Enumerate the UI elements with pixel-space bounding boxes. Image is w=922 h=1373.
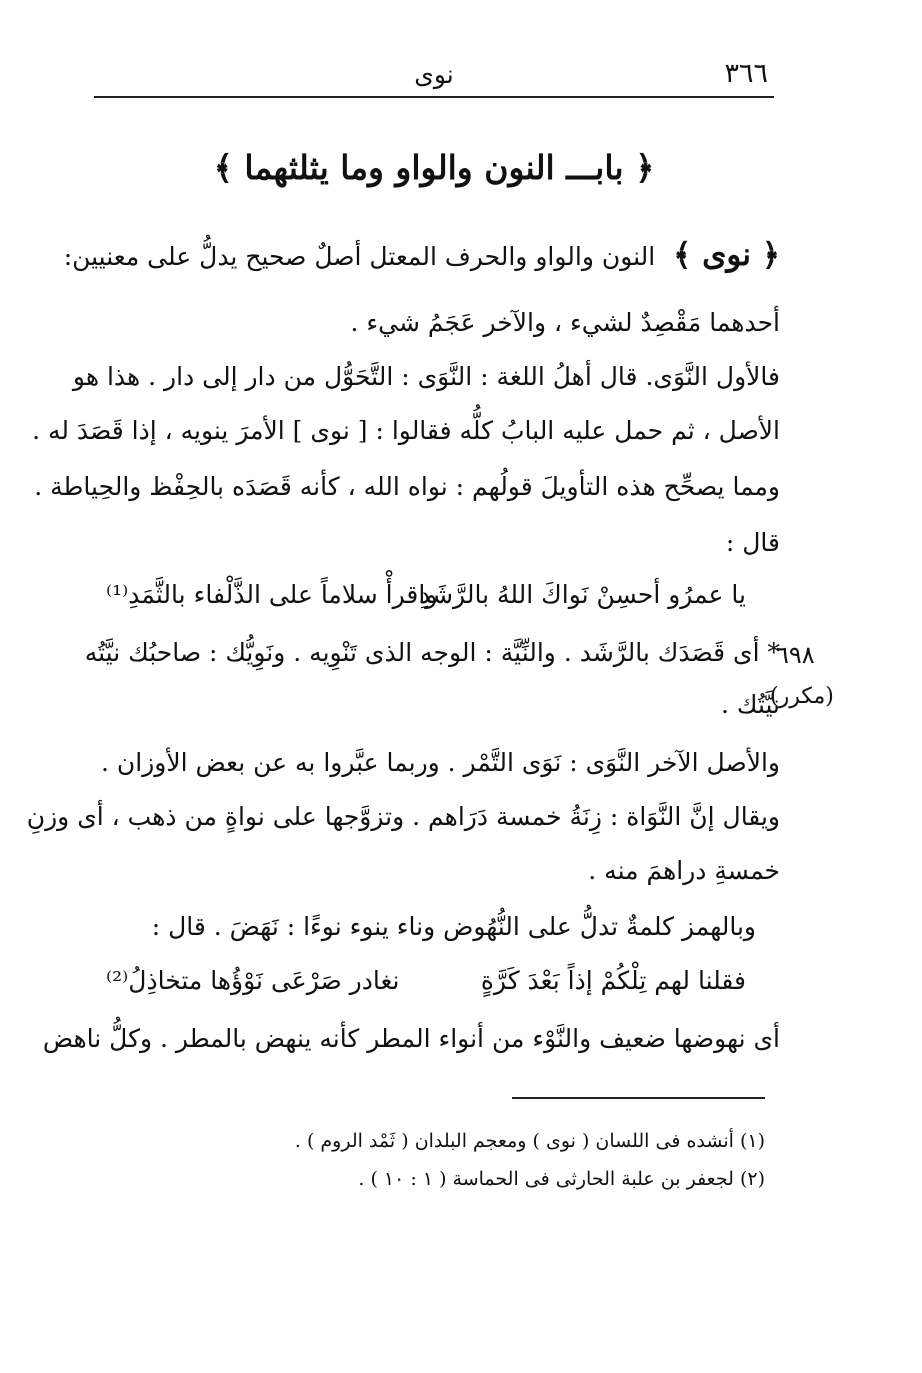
entry-headword: ﴿ نوى ﴾ [673, 237, 780, 273]
chapter-title: ﴿ بابـــ النون والواو وما يثلثهما ﴾ [213, 148, 655, 187]
text-line: نيَّتُك . [720, 690, 780, 719]
verse-1 [90, 575, 780, 615]
footnotes [294, 1122, 765, 1198]
entry-first-line [63, 235, 780, 275]
text-line: قال : [725, 528, 780, 557]
verse-1-second-hemistich: واقرأْ سلاماً على الذَّلْفاء بالثَّمَدِ⁽¹⁾ [106, 580, 438, 609]
verse-2 [90, 961, 780, 1001]
text-line: الأصل ، ثم حمل عليه البابُ كلُّه فقالوا : [ نوى ] الأمرَ ينويه ، إذا قَصَدَ له . [32, 416, 780, 445]
margin-page-number: ٦٩٨ [776, 641, 815, 669]
margin-note: (مكرر) [770, 684, 834, 709]
page-number: ٣٦٦ [724, 58, 768, 89]
text-line: والأصل الآخر النَّوَى : نَوَى التَّمْر . وربما عبَّروا به عن بعض الأوزان . [101, 748, 780, 777]
page-header [94, 52, 774, 92]
footnote: (٢) لجعفر بن علبة الحارثى فى الحماسة ( ١ : ١٠ ) . [358, 1168, 765, 1190]
entry-definition: النون والواو والحرف المعتل أصلٌ صحيح يدلُّ على معنيين: [63, 242, 656, 271]
text-line: أحدهما مَقْصِدٌ لشيء ، والآخر عَجَمُ شيء . [350, 308, 780, 337]
text-line: ومما يصحِّح هذه التأويلَ قولُهم : نواه الله ، كأنه قَصَدَه بالحِفْظ والحِياطة . [34, 472, 780, 501]
running-head: نوى [414, 60, 454, 89]
verse-1-first-hemistich: يا عمرُو أحسِنْ نَواكَ اللهُ بالرَّشَدِ [418, 580, 746, 609]
text-line: ويقال إنَّ النَّوَاة : زِنَةُ خمسة دَرَاهم . وتزوَّجها على نواةٍ من ذهب ، أى وزنِ [26, 802, 780, 831]
verse-2-second-hemistich: نغادر صَرْعَى نَوْؤُها متخاذِلُ⁽²⁾ [106, 966, 400, 995]
text-line: أى نهوضها ضعيف والنَّوْء من أنواء المطر كأنه ينهض بالمطر . وكلُّ ناهض [42, 1024, 780, 1053]
verse-2-first-hemistich: فقلنا لهم تِلْكُمْ إذاً بَعْدَ كَرَّةٍ [480, 966, 746, 995]
text-line: خمسةِ دراهمَ منه . [588, 856, 780, 885]
text-line: * أى قَصَدَك بالرَّشَد . والنِّيَّة : الوجه الذى تَنْوِيه . ونَوِيُّك : صاحبُك نيَّتُه [84, 638, 780, 667]
text-line: وبالهمز كلمةٌ تدلُّ على النُّهُوض وناء ينوء نوءًا : نَهَضَ . قال : [151, 912, 756, 941]
header-rule [94, 96, 774, 98]
footnote-rule [512, 1097, 765, 1099]
footnote: (١) أنشده فى اللسان ( نوى ) ومعجم البلدان ( ثَمْد الروم ) . [294, 1130, 765, 1152]
text-line: فالأول النَّوَى. قال أهلُ اللغة : النَّوَى : التَّحَوُّل من دار إلى دار . هذا هو [72, 362, 780, 391]
